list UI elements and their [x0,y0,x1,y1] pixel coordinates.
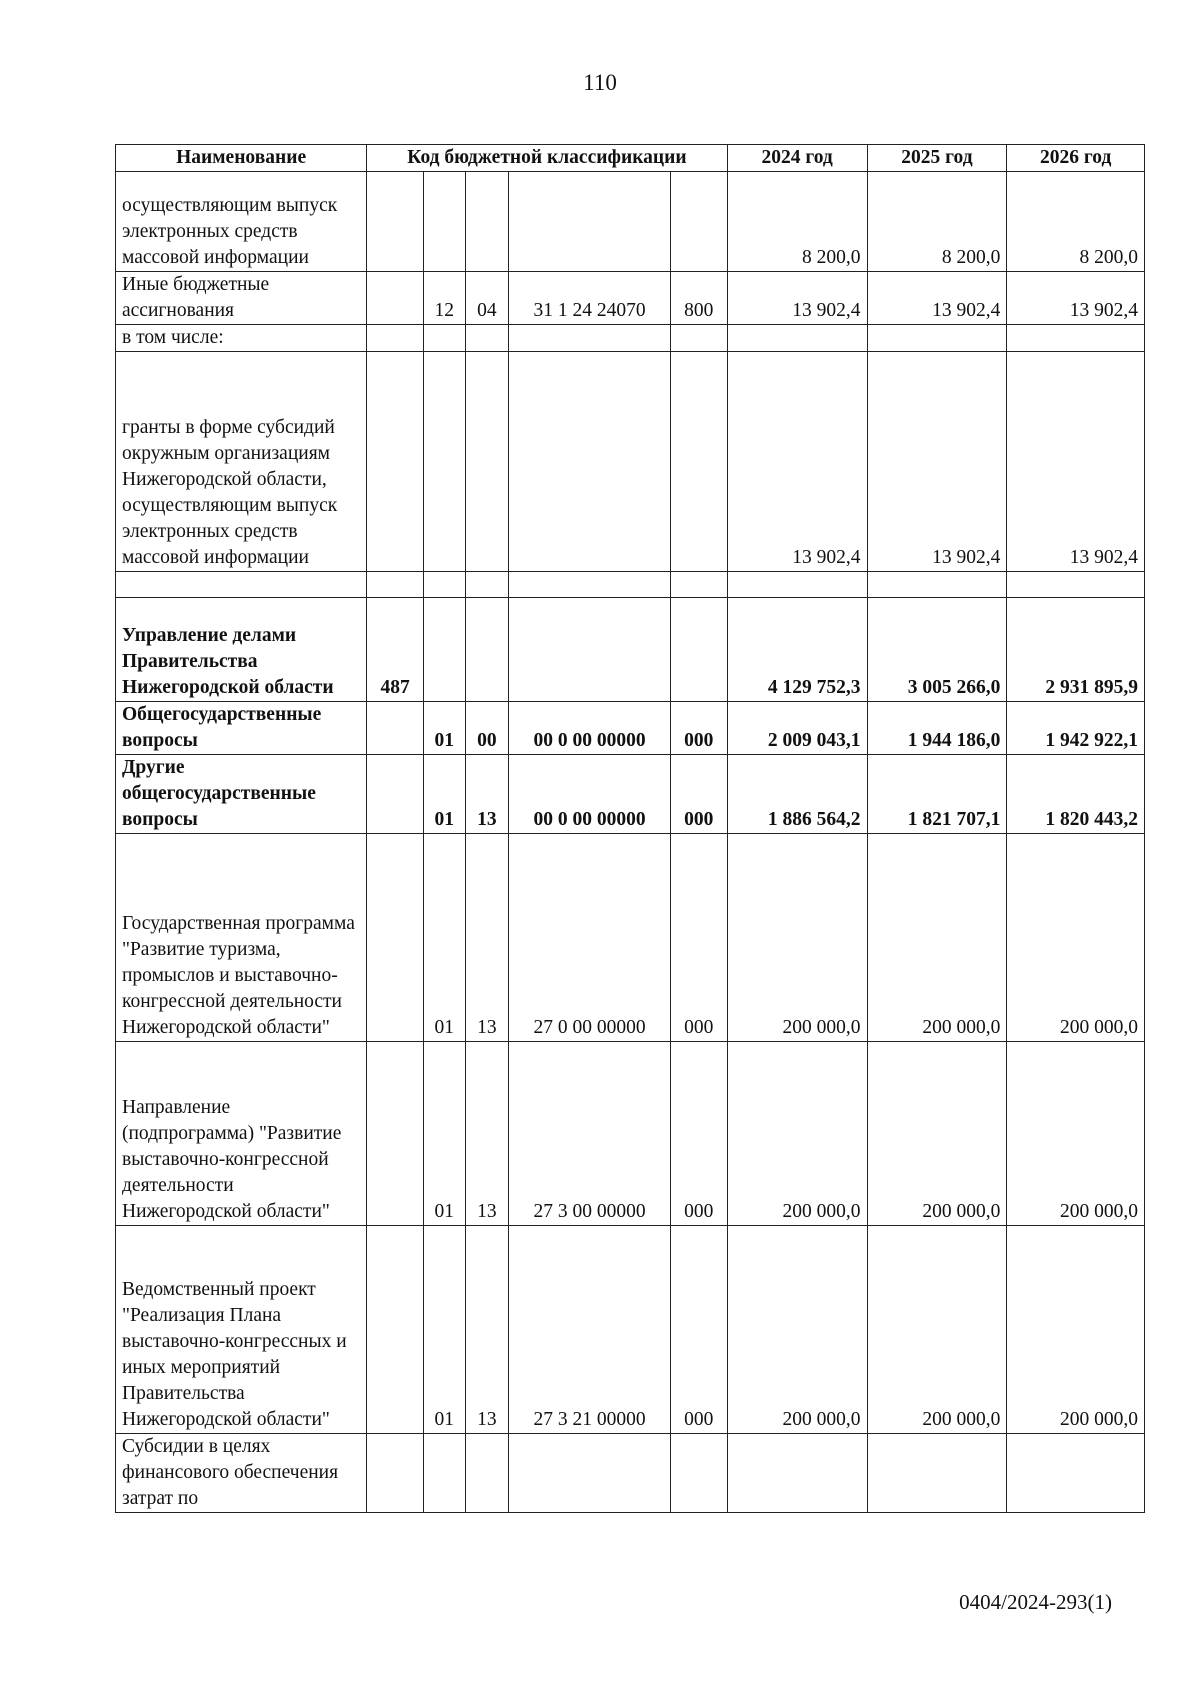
value-2025: 1 821 707,1 [867,755,1007,834]
value-2026: 2 931 895,9 [1007,598,1145,702]
row-name: Общегосударственные вопросы [116,702,367,755]
table-row [116,1434,1145,1513]
value-2025: 200 000,0 [867,1042,1007,1226]
section-code: 01 [424,834,466,1042]
section-code: 01 [424,755,466,834]
target-article-code: 31 1 24 24070 [509,272,671,325]
row-name: осуществляющим выпуск электронных средств массовой информации [116,172,367,272]
expense-type-code: 000 [670,1042,727,1226]
row-name: Ведомственный проект "Реализация Плана выставочно-конгрессных и иных мероприятий Правительства Нижегородской области" [116,1226,367,1434]
value-2024: 4 129 752,3 [727,598,867,702]
row-name: Иные бюджетные ассигнования [116,272,367,325]
expense-type-code: 000 [670,755,727,834]
header-code: Код бюджетной классификации [367,145,727,172]
row-name: гранты в форме субсидий окружным организациям Нижегородской области, осуществляющим выпуск электронных средств массовой информации [116,352,367,572]
row-name: Другие общегосударственные вопросы [116,755,367,834]
target-article-code: 27 3 21 00000 [509,1226,671,1434]
section-code: 01 [424,702,466,755]
value-2026: 13 902,4 [1007,352,1145,572]
table-row [116,172,1145,272]
table-row-empty [116,572,1145,598]
value-2025: 200 000,0 [867,1226,1007,1434]
table-row [116,834,1145,1042]
section-code: 01 [424,1042,466,1226]
table-row [116,702,1145,755]
value-2025: 1 944 186,0 [867,702,1007,755]
expense-type-code: 800 [670,272,727,325]
row-name: Субсидии в целях финансового обеспечения затрат по [116,1434,367,1513]
expense-type-code: 000 [670,834,727,1042]
header-2025: 2025 год [867,145,1007,172]
table-header-row [116,145,1145,172]
header-2026: 2026 год [1007,145,1145,172]
target-article-code: 27 0 00 00000 [509,834,671,1042]
row-name: Государственная программа "Развитие туризма, промыслов и выставочно-конгрессной деятельности Нижегородской области" [116,834,367,1042]
value-2026: 200 000,0 [1007,1042,1145,1226]
value-2024: 200 000,0 [727,1042,867,1226]
row-name: Управление делами Правительства Нижегородской области [116,598,367,702]
chapter-code: 487 [367,598,424,702]
subsection-code: 13 [465,1226,509,1434]
table-row [116,352,1145,572]
row-name: Направление (подпрограмма) "Развитие выставочно-конгрессной деятельности Нижегородской области" [116,1042,367,1226]
value-2025: 13 902,4 [867,352,1007,572]
section-code: 01 [424,1226,466,1434]
expense-type-code: 000 [670,702,727,755]
value-2026: 1 942 922,1 [1007,702,1145,755]
section-code: 12 [424,272,466,325]
table-row [116,598,1145,702]
value-2024: 200 000,0 [727,1226,867,1434]
value-2024: 13 902,4 [727,352,867,572]
value-2024: 8 200,0 [727,172,867,272]
subsection-code: 13 [465,834,509,1042]
value-2024: 13 902,4 [727,272,867,325]
target-article-code: 27 3 00 00000 [509,1042,671,1226]
value-2025: 200 000,0 [867,834,1007,1042]
value-2026: 8 200,0 [1007,172,1145,272]
document-registration-code: 0404/2024-293(1) [959,1590,1112,1614]
value-2024: 1 886 564,2 [727,755,867,834]
subsection-code: 00 [465,702,509,755]
expense-type-code: 000 [670,1226,727,1434]
header-2024: 2024 год [727,145,867,172]
subsection-code: 13 [465,1042,509,1226]
header-name: Наименование [116,145,367,172]
table-row [116,325,1145,352]
budget-table [115,144,1145,1513]
value-2026: 13 902,4 [1007,272,1145,325]
value-2024: 2 009 043,1 [727,702,867,755]
subsection-code: 04 [465,272,509,325]
value-2024: 200 000,0 [727,834,867,1042]
value-2025: 3 005 266,0 [867,598,1007,702]
table-row [116,1226,1145,1434]
target-article-code: 00 0 00 00000 [509,755,671,834]
value-2026: 200 000,0 [1007,834,1145,1042]
value-2026: 1 820 443,2 [1007,755,1145,834]
value-2025: 8 200,0 [867,172,1007,272]
table-row [116,272,1145,325]
value-2025: 13 902,4 [867,272,1007,325]
table-row [116,1042,1145,1226]
row-name: в том числе: [116,325,367,352]
value-2026: 200 000,0 [1007,1226,1145,1434]
page-number: 110 [583,70,617,95]
table-row [116,755,1145,834]
target-article-code: 00 0 00 00000 [509,702,671,755]
subsection-code: 13 [465,755,509,834]
